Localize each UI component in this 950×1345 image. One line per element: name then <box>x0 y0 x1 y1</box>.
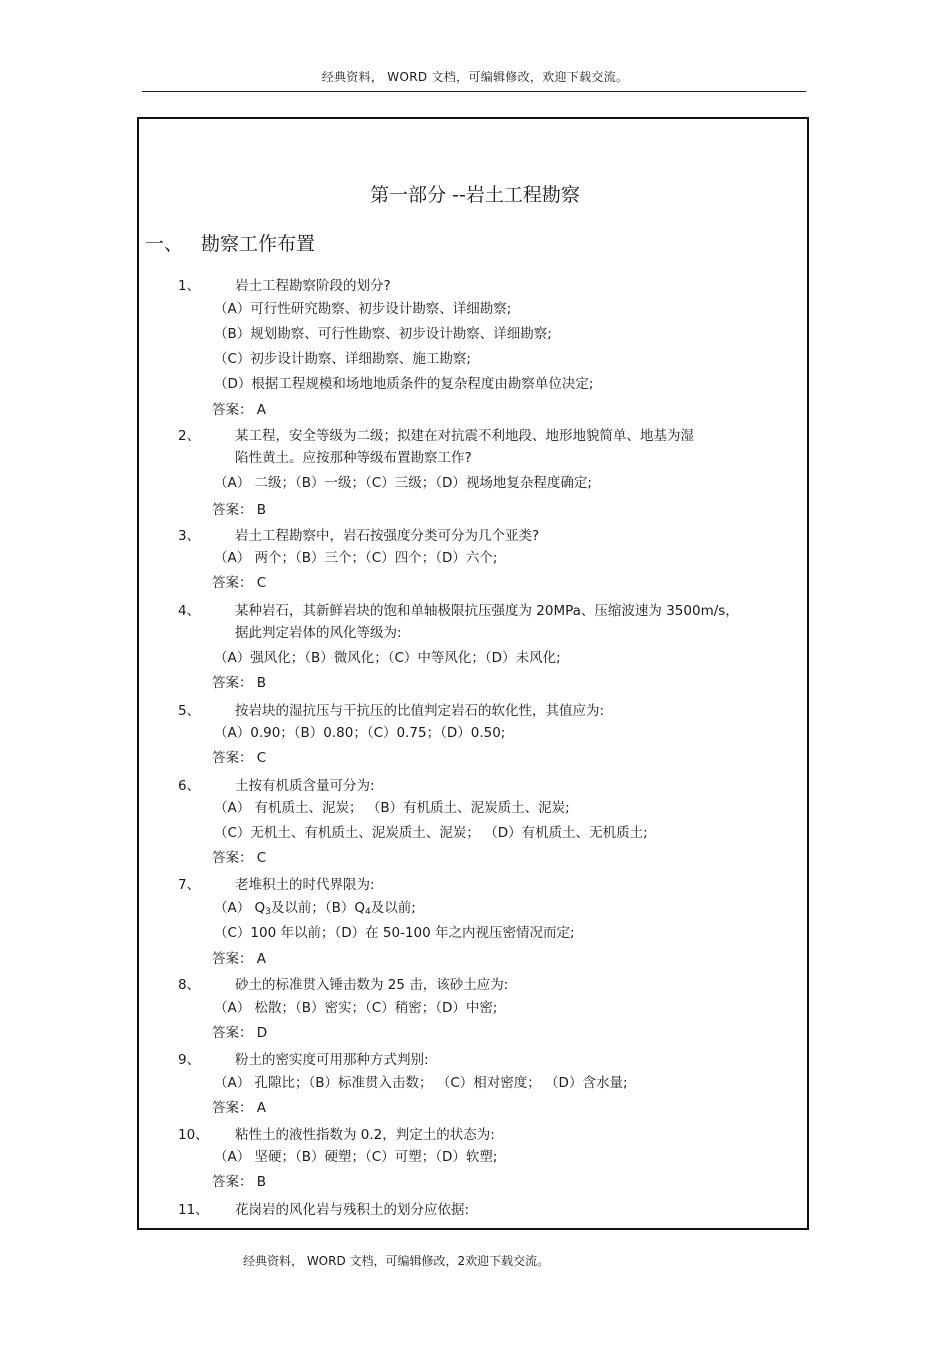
question-option: （B）规划勘察、可行性勘察、初步设计勘察、详细勘察; <box>214 326 552 342</box>
question-number: 3、 <box>178 528 201 544</box>
answer-line: 答案： A <box>212 951 267 967</box>
question-option <box>214 927 575 941</box>
page-header: 经典资料， WORD 文档，可编辑修改，欢迎下载交流。 <box>321 70 629 84</box>
question-option: （A）强风化；（B）微风化；（C）中等风化；（D）未风化; <box>214 650 561 666</box>
answer-line: 答案： C <box>212 575 267 591</box>
question-text: 粉土的密实度可用那种方式判别: <box>235 1052 429 1068</box>
question-text: 老堆积土的时代界限为: <box>235 877 375 893</box>
answer-line: 答案： B <box>212 1174 267 1190</box>
question-number: 10、 <box>178 1127 209 1143</box>
question-number: 4、 <box>178 603 201 619</box>
question-number: 8、 <box>178 977 201 993</box>
option-text: 及以前; <box>370 900 416 916</box>
header-rule <box>142 91 806 92</box>
question-number: 9、 <box>178 1052 201 1068</box>
question-number: 2、 <box>178 428 201 444</box>
option-text: （A） Q <box>214 900 266 916</box>
subscript: 3 <box>265 907 271 917</box>
question-number: 7、 <box>178 877 201 893</box>
question-option: （D）根据工程规模和场地地质条件的复杂程度由勘察单位决定; <box>214 376 594 392</box>
question-text: 粘性土的液性指数为 0.2，判定土的状态为: <box>235 1127 495 1143</box>
question-option: （A）可行性研究勘察、初步设计勘察、详细勘察; <box>214 301 512 317</box>
question-text-cont: 陷性黄土。应按那种等级布置勘察工作? <box>235 450 472 466</box>
question-text: 岩土工程勘察阶段的划分? <box>235 278 391 294</box>
subscript: 4 <box>365 907 371 917</box>
answer-line: 答案： C <box>212 850 267 866</box>
section-heading <box>145 229 315 256</box>
question-text: 岩土工程勘察中，岩石按强度分类可分为几个亚类? <box>235 528 540 544</box>
question-text: 砂土的标准贯入锤击数为 25 击，该砂土应为: <box>235 977 509 993</box>
question-option: （C）初步设计勘察、详细勘察、施工勘察; <box>214 351 471 367</box>
answer-line: 答案： A <box>212 1100 267 1116</box>
question-option: （A） 孔隙比；（B）标准贯入击数； （C）相对密度； （D）含水量; <box>214 1075 628 1091</box>
question-text: 土按有机质含量可分为: <box>235 778 375 794</box>
option-text: （C）100 年以前；（D）在 50-100 年之内视压密情况而定; <box>214 925 575 941</box>
question-option: （C）无机土、有机质土、泥炭质土、泥炭； （D）有机质土、无机质土; <box>214 825 648 841</box>
question-number: 5、 <box>178 703 201 719</box>
question-text: 某种岩石，其新鲜岩块的饱和单轴极限抗压强度为 20MPa、压缩波速为 3500m/s， <box>235 603 739 619</box>
question-option: （A）0.90；（B）0.80；（C）0.75；（D）0.50; <box>214 725 506 741</box>
question-option <box>214 902 416 917</box>
answer-line: 答案： A <box>212 402 267 418</box>
question-text: 某工程，安全等级为二级；拟建在对抗震不利地段、地形地貌简单、地基为湿 <box>235 428 694 444</box>
question-text-cont: 据此判定岩体的风化等级为: <box>235 625 402 641</box>
question-number: 6、 <box>178 778 201 794</box>
answer-line: 答案： B <box>212 502 267 518</box>
answer-line: 答案： C <box>212 750 267 766</box>
section-title: 勘察工作布置 <box>201 233 316 255</box>
question-number: 11、 <box>178 1202 209 1218</box>
question-number: 1、 <box>178 278 201 294</box>
page-footer: 经典资料， WORD 文档，可编辑修改，2欢迎下载交流。 <box>243 1254 550 1268</box>
answer-line: 答案： D <box>212 1025 268 1041</box>
section-number: 一、 <box>145 233 184 255</box>
page-title: 第一部分 --岩土工程勘察 <box>370 184 580 206</box>
question-option: （A） 坚硬；（B）硬塑；（C）可塑；（D）软塑; <box>214 1149 498 1165</box>
question-option: （A） 二级；（B）一级；（C）三级；（D）视场地复杂程度确定; <box>214 475 592 491</box>
question-option: （A） 两个；（B）三个；（C）四个；（D）六个; <box>214 550 498 566</box>
question-text: 花岗岩的风化岩与残积土的划分应依据: <box>235 1202 470 1218</box>
question-option: （A） 有机质土、泥炭； （B）有机质土、泥炭质土、泥炭; <box>214 800 570 816</box>
answer-line: 答案： B <box>212 675 267 691</box>
question-text: 按岩块的湿抗压与干抗压的比值判定岩石的软化性，其值应为: <box>235 703 605 719</box>
option-text: 及以前；（B）Q <box>270 900 366 916</box>
question-option: （A） 松散；（B）密实；（C）稍密；（D）中密; <box>214 1000 498 1016</box>
